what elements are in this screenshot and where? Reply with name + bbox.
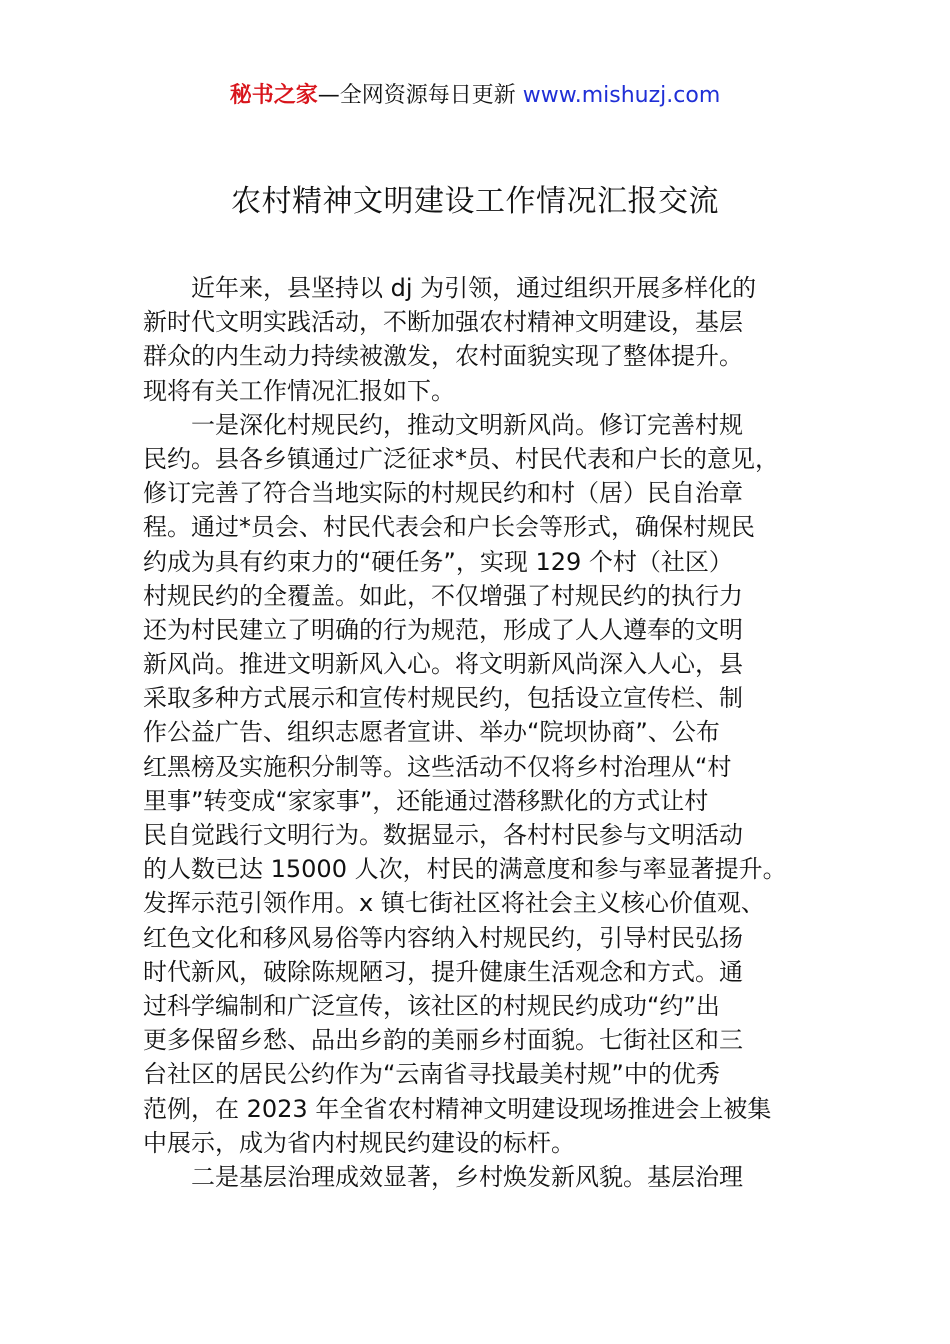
body-line: 范例，在 2023 年全省农村精神文明建设现场推进会上被集 xyxy=(143,1094,772,1123)
body-line: 二是基层治理成效显著，乡村焕发新风貌。基层治理 xyxy=(143,1162,743,1191)
body-line: 新风尚。推进文明新风入心。将文明新风尚深入人心，县 xyxy=(143,650,743,679)
document-title: 农村精神文明建设工作情况汇报交流 xyxy=(231,184,719,219)
body-line: 修订完善了符合当地实际的村规民约和村（居）民自治章 xyxy=(143,479,743,508)
body-line: 里事”转变成“家家事”，还能通过潜移默化的方式让村 xyxy=(143,786,709,815)
body-line: 新时代文明实践活动，不断加强农村精神文明建设，基层 xyxy=(143,308,743,337)
body-line: 一是深化村规民约，推动文明新风尚。修订完善村规 xyxy=(143,410,743,439)
body-line: 发挥示范引领作用。x 镇七街社区将社会主义核心价值观、 xyxy=(143,889,765,918)
body-line: 还为村民建立了明确的行为规范，形成了人人遵奉的文明 xyxy=(143,615,743,644)
body-line: 群众的内生动力持续被激发，农村面貌实现了整体提升。 xyxy=(143,342,743,371)
body-line: 中展示，成为省内村规民约建设的标杆。 xyxy=(143,1128,575,1157)
body-line: 民自觉践行文明行为。数据显示，各村村民参与文明活动 xyxy=(143,821,743,849)
body-line: 台社区的居民公约作为“云南省寻找最美村规”中的优秀 xyxy=(143,1060,720,1089)
body-line: 的人数已达 15000 人次，村民的满意度和参与率显著提升。 xyxy=(143,855,787,884)
body-line: 约成为具有约束力的“硬任务”，实现 129 个村（社区） xyxy=(143,547,733,576)
site-tagline: —全网资源每日更新 xyxy=(317,83,523,108)
site-url-link[interactable]: www.mishuzj.com xyxy=(522,83,721,108)
body-line: 红黑榜及实施积分制等。这些活动不仅将乡村治理从“村 xyxy=(143,752,732,781)
body-line: 民约。县各乡镇通过广泛征求*员、村民代表和户长的意见， xyxy=(143,444,779,473)
body-line: 更多保留乡愁、品出乡韵的美丽乡村面貌。七街社区和三 xyxy=(143,1026,743,1055)
body-line: 时代新风，破除陈规陋习，提升健康生活观念和方式。通 xyxy=(143,957,743,986)
body-line: 作公益广告、组织志愿者宣讲、举办“院坝协商”、公布 xyxy=(143,718,720,747)
site-header xyxy=(0,80,950,112)
document-body xyxy=(143,271,823,1194)
body-line: 红色文化和移风易俗等内容纳入村规民约，引导村民弘扬 xyxy=(143,923,743,952)
body-line: 采取多种方式展示和宣传村规民约，包括设立宣传栏、制 xyxy=(143,684,743,713)
body-line: 村规民约的全覆盖。如此，不仅增强了村规民约的执行力 xyxy=(143,581,743,610)
body-line: 现将有关工作情况汇报如下。 xyxy=(143,376,455,405)
body-line: 过科学编制和广泛宣传，该社区的村规民约成功“约”出 xyxy=(143,991,720,1020)
body-line: 程。通过*员会、村民代表会和户长会等形式，确保村规民 xyxy=(143,513,755,542)
body-line: 近年来，县坚持以 dj 为引领，通过组织开展多样化的 xyxy=(143,274,757,302)
site-brand: 秘书之家 xyxy=(229,83,318,108)
